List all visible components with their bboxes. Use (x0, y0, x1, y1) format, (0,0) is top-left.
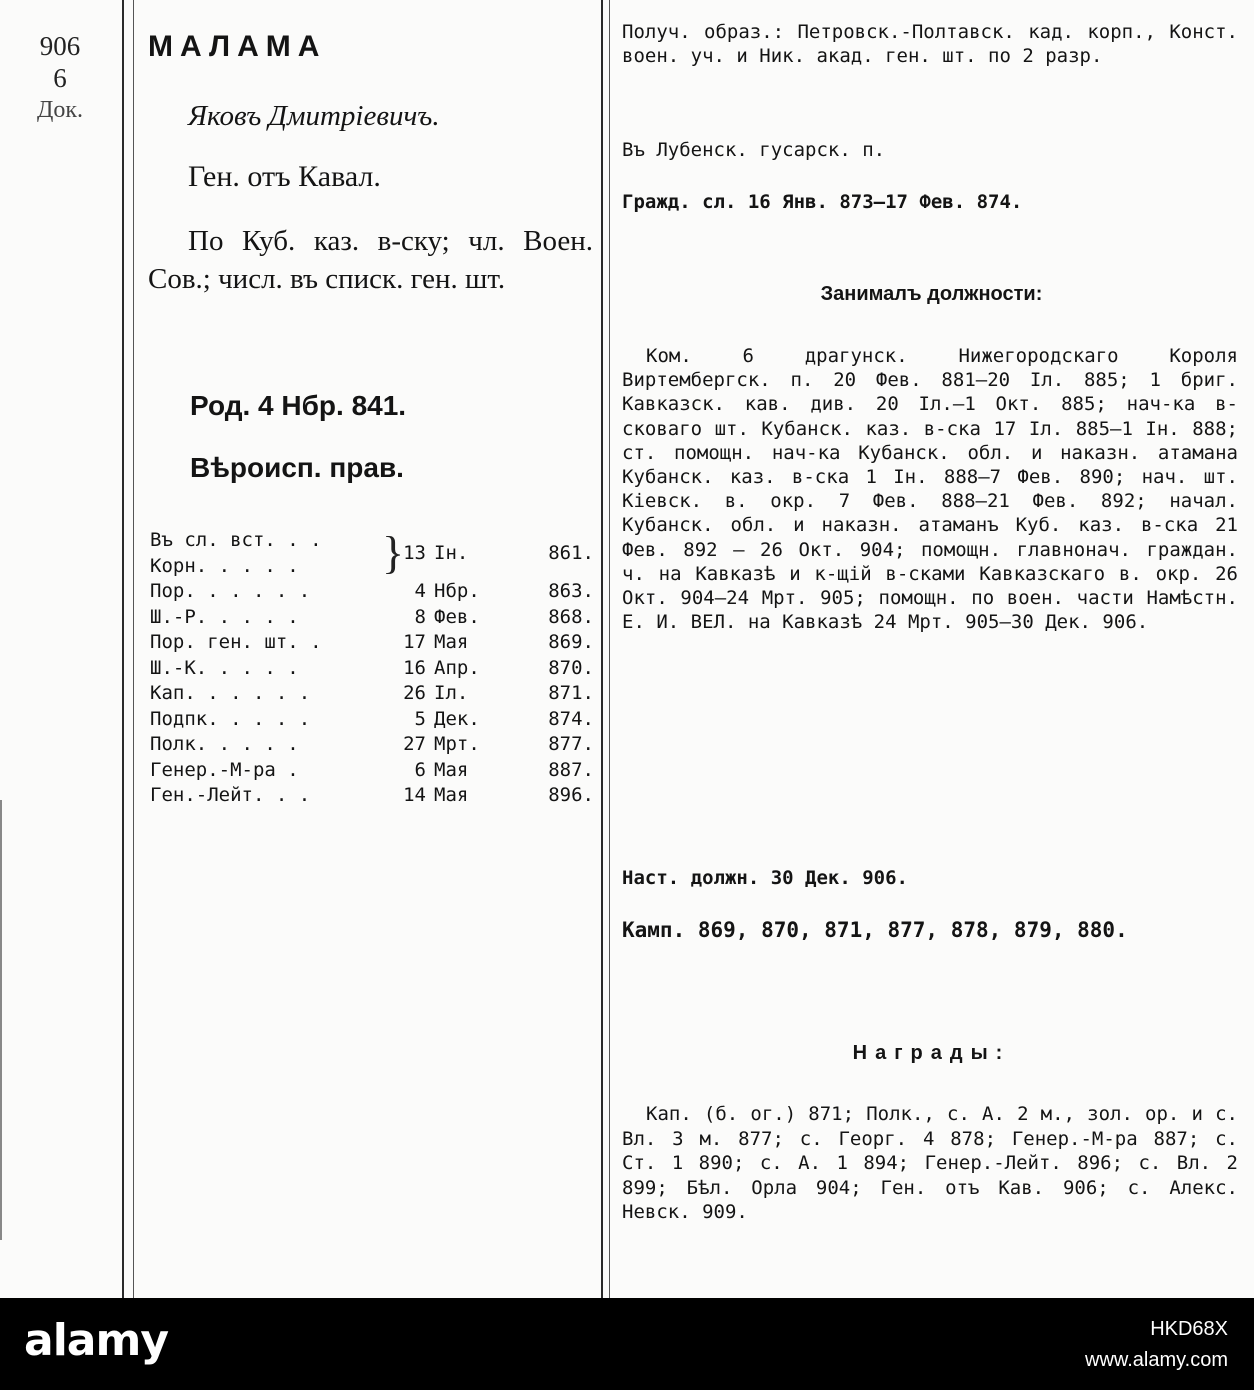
service-day: 5 (414, 707, 426, 730)
birth-date: Род. 4 Нбр. 841. (190, 390, 407, 421)
awards-text: Кап. (б. ог.) 871; Полк., с. А. 2 м., зол. ор. и с. Вл. 3 м. 877; с. Георг. 4 878; Генер.-М-ра 887; с. Ст. 1 890; с. А. 1 894; Генер.-Лейт. 896; с. Вл. 2 899; Бѣл. Орла 904; Ген. отъ Кав. 906; с. Алекс. Невск. 909. (622, 1103, 1238, 1223)
column-rule (133, 0, 134, 1298)
service-month: Мая (434, 631, 469, 653)
service-rank: Кап. . . . . . (150, 682, 311, 704)
entry-abbreviation: Док. (36, 97, 84, 123)
positions-heading: Занималъ должности: (820, 283, 1043, 305)
service-row (150, 758, 598, 784)
service-rank: Пор. ген. шт. . (150, 631, 322, 653)
positions-text: Ком. 6 драгунск. Нижегородскаго Короля Виртембергск. п. 20 Фев. 881—20 Іл. 885; 1 бриг. Кавказск. кав. див. 20 Іл.—1 Окт. 885; нач-ка в-сковаго шт. Кубанск. каз. в-ска 17 Іл. 885—1 Ін. 888; ст. помощн. нач-ка Кубанск. обл. и наказн. атамана Кубанск. каз. в-ска 1 Ін. 888—7 Фев. 890; нач. шт. Кіевск. в. окр. 7 Фев. 888—21 Фев. 892; начал. Кубанск. обл. и наказн. атаманъ Куб. каз. в-ска 21 Фев. 892 — 26 Окт. 904; помощн. главнонач. граждан. ч. на Кавказѣ и к-щій в-сками Кавказскаго в. окр. 26 Окт. 904—24 Мрт. 905; помощн. по воен. части Намѣстн. Е. И. ВЕЛ. на Кавказѣ 24 Мрт. 905—30 Дек. 906. (622, 345, 1238, 634)
entry-number: 906 (39, 31, 81, 61)
service-month: Ін. (434, 541, 469, 564)
service-rank: Пор. . . . . . (150, 580, 311, 602)
current-post: По Куб. каз. в-ску; чл. Воен. Сов.; числ. въ списк. ген. шт. (148, 225, 593, 295)
column-rule (609, 0, 610, 1298)
service-year: 887. (548, 758, 594, 781)
entry-sub-number: 6 (53, 63, 67, 93)
service-year: 896. (548, 784, 594, 806)
service-year: 868. (548, 605, 594, 628)
entry-number-column (20, 30, 100, 126)
service-row (150, 707, 598, 733)
site-url: www.alamy.com (1085, 1349, 1228, 1371)
campaigns-text: Камп. 869, 870, 871, 877, 878, 879, 880. (622, 918, 1128, 942)
service-day: 6 (414, 758, 426, 781)
service-month: Мая (434, 784, 469, 806)
service-day: 4 (414, 580, 426, 602)
service-row (150, 541, 598, 580)
surname: МАЛАМА (148, 30, 327, 63)
service-row (150, 732, 598, 758)
service-year: 871. (548, 682, 594, 704)
image-id: HKD68X (1150, 1318, 1228, 1340)
service-row (150, 783, 598, 809)
awards-heading: Награды: (852, 1042, 1011, 1064)
brace-mark: } (382, 527, 405, 578)
service-day: 14 (403, 784, 426, 806)
religion: Вѣроисп. прав. (190, 452, 404, 483)
watermark-bar (0, 1298, 1254, 1390)
current-position-text: Наст. должн. 30 Дек. 906. (622, 867, 908, 889)
service-rank: Ген.-Лейт. . . (150, 784, 311, 806)
service-month: Мая (434, 758, 469, 781)
civil-service-text: Гражд. сл. 16 Янв. 873—17 Фев. 874. (622, 191, 1023, 213)
service-row (150, 605, 598, 631)
service-year: 870. (548, 656, 594, 679)
service-row (150, 656, 598, 682)
service-rank: Ш.-Р. . . . . (150, 605, 299, 628)
service-day: 13 (403, 541, 426, 564)
education-text: Получ. образ.: Петровск.-Полтавск. кад. корп., Конст. воен. уч. и Ник. акад. ген. шт. по 2 разр. (622, 21, 1238, 67)
service-day: 8 (414, 605, 426, 628)
service-month: Дек. (434, 707, 480, 730)
service-row (150, 579, 598, 605)
column-rule (122, 0, 124, 1298)
regiment-text: Въ Лубенск. гусарск. п. (622, 139, 886, 161)
service-month: Мрт. (434, 733, 480, 755)
service-month: Апр. (434, 656, 480, 679)
service-month: Фев. (434, 605, 480, 628)
service-month: Нбр. (434, 580, 480, 602)
service-day: 16 (403, 656, 426, 679)
service-year: 869. (548, 631, 594, 653)
rank: Ген. отъ Кавал. (188, 160, 381, 193)
service-rank: Корн. . . . . (150, 554, 299, 577)
service-row (150, 630, 598, 656)
service-day: 17 (403, 631, 426, 653)
service-year: 877. (548, 733, 594, 755)
service-rank: Подпк. . . . . (150, 707, 311, 730)
service-row (150, 681, 598, 707)
service-year: 874. (548, 707, 594, 730)
given-name: Яковъ Дмитріевичъ. (188, 100, 440, 132)
service-year: 861. (548, 541, 594, 564)
service-rank: Генер.-М-ра . (150, 758, 299, 781)
service-year: 863. (548, 580, 594, 602)
column-rule (601, 0, 603, 1298)
page-edge-mark (0, 800, 2, 1240)
service-month: Іл. (434, 682, 469, 704)
service-rank: Въ сл. вст. . . (150, 529, 322, 551)
alamy-logo: alamy (24, 1315, 168, 1366)
service-dates-table (150, 528, 598, 809)
service-rank: Полк. . . . . (150, 733, 299, 755)
service-day: 27 (403, 733, 426, 755)
service-day: 26 (403, 682, 426, 704)
service-rank: Ш.-К. . . . . (150, 656, 299, 679)
